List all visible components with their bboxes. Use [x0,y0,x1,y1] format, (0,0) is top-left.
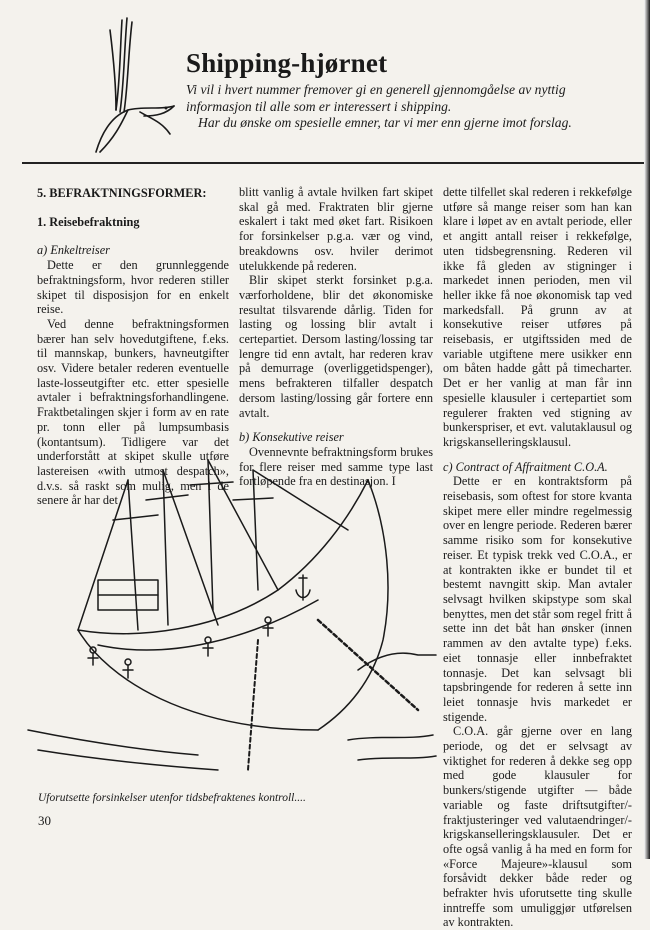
paragraph: Ved denne befraktningsformen bærer han selv hovedutgiftene, f.eks. til mannskap, bunkers, havneutgifter osv. Videre betaler rederen eventuelle laste-losseutgifter etc. etter spesielle avtaler i befraktningsforhandlingene. Fraktbetalingen skjer i form av en rate pr. tonn eller på lumpsumbasis (kontantsum). Tidligere var det underforstått at skipet skulle utføre lastereisen «with utmost despatch», d.v.s. så raskt som mulig, men i de senere år har det [37,316,229,508]
intro-text [186,82,626,132]
paragraph: blitt vanlig å avtale hvilken fart skipet skal gå med. Fraktraten blir gjerne eskalert i takt med øket fart. Risikoen for forsinkelser p.g.a. vær og vind, breakdowns osv. hviler derimot utelukkende på rederen. [239,185,433,273]
paragraph: dette tilfellet skal rederen i rekkefølge utføre så mange reiser som han kan klare i løpet av en avtalt periode, eller et angitt antall reiser i rekkefølge, uten tidsbegrensning. Rederen vil ikke få gleden av stigninger i markedet innen perioden, men vil heller ikke få noe økonomisk tap ved markedsfall. På grunn av at konsekutive reiser utføres på reisebasis, er utgiftssiden med de variable utgiftene mere usikker enn om båten hadde gått på timecharter. Det er her vanlig at man får inn spesielle klausuler i certepartiet som regulerer frakten ved stigning av bunkerspriser, et evt. valutaklausul og krigskanselleringsklausul. [443,185,632,449]
page-edge-shadow [644,0,650,859]
paragraph: Ovennevnte befraktningsform brukes for flere reiser med samme type last fortløpende fra en destinasjon. I [239,444,433,489]
figure-caption: Uforutsette forsinkelser utenfor tidsbefraktenes kontroll.... [38,792,306,804]
header-divider [22,162,648,164]
page-number: 30 [38,813,51,828]
subsection-heading: 1. Reisebefraktning [37,214,140,229]
seabird-logo-icon [70,12,180,162]
page-title: Shipping-hjørnet [186,48,388,78]
paragraph: Blir skipet sterkt forsinket p.g.a. værforholdene, blir det økonomiske resultat tilsvarende dårlig. Tiden for lasting og lossing blir avtalt i certepartiet. Dersom lasting/lossing tar lengre tid enn avtalt, har rederen krav på demurrage (overliggetidspenger), mens befrakteren tilfaller despatch dersom lasting/lossing går fortere enn avtalt. [239,273,433,420]
section-heading: 5. BEFRAKTNINGSFORMER: [37,186,207,200]
paragraph: C.O.A. går gjerne over en lang periode, og det er selvsagt av viktighet for rederen å dekke seg opp med gode klausuler for bunkers/stigende utgifter — både variable og faste driftsutgifter/-fraktjusteringer ved valutaendringer/-krigskanselleringsklausuler. Det er ofte også vanlig å ha med en form for «Force Majeure»-klausul som forsåvidt dekker både reder og befrakter hvis uforutsette ting skulle inntreffe som umuliggjør utførelsen av kontrakten. [443,724,632,930]
column-3 [443,185,632,930]
subheading-a: a) Enkeltreiser [37,243,110,258]
ship-illustration-icon [18,440,438,785]
intro-paragraph-1: Vi vil i hvert nummer fremover gi en generell gjennomgåelse av nyttig informasjon til alle som er interessert i shipping. [186,82,566,114]
subheading-c: c) Contract of Affraitment C.O.A. [443,459,608,474]
paragraph: Dette er den grunnleggende befraktningsform, hvor rederen stiller skipet til disposisjon for en enkelt reise. [37,258,229,317]
paragraph: Dette er en kontraktsform på reisebasis, som oftest for store kvanta skipet mere eller mindre regelmessig over en lengre periode. Rederen bærer samme risiko som for konsekutive reiser. Et typisk trekk ved C.O.A., er at kontrakten ikke er bundet til et bestemt navngitt skip. Man avtaler selvsagt hvilken skipstype som skal benyttes, men det står som regel fritt å sette inn det båt han ønsker (innen rammen av den avtalte type) f.eks. eiet tonnasje eller innbefraktet tonnasje. Det kan selvsagt bli tapsbringende for rederen å sette inn leiet tonnasje hvis markedet er stigende. [443,474,632,724]
intro-paragraph-2: Har du ønske om spesielle emner, tar vi mer enn gjerne imot forslag. [198,115,572,130]
subheading-b: b) Konsekutive reiser [239,430,344,445]
